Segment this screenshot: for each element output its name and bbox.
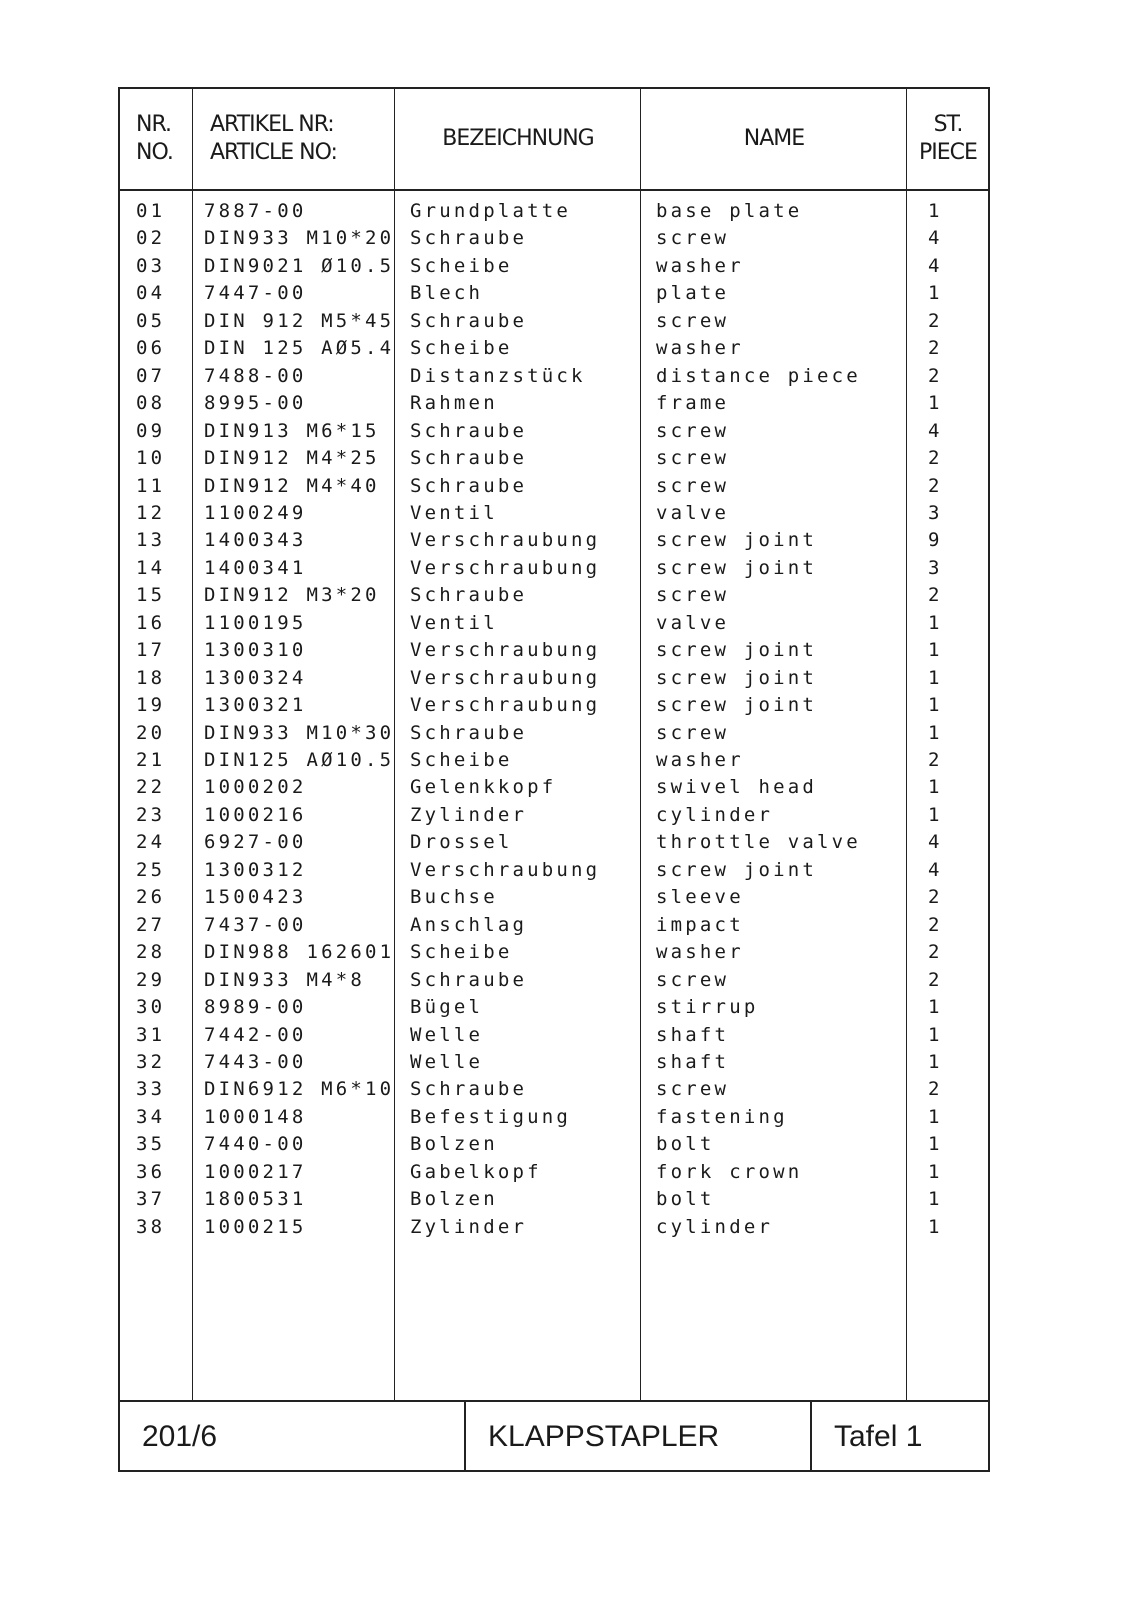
row-number: 06 xyxy=(136,337,166,360)
piece-count: 1 xyxy=(928,776,943,799)
german-designation: Blech xyxy=(410,282,484,305)
row-number: 17 xyxy=(136,639,166,662)
article-number: 1000217 xyxy=(204,1160,307,1183)
row-number: 19 xyxy=(136,694,166,717)
row-number: 38 xyxy=(136,1215,166,1238)
english-name: swivel head xyxy=(656,776,818,799)
english-name: screw xyxy=(656,721,730,744)
article-number: 7488-00 xyxy=(204,364,307,387)
row-number: 24 xyxy=(136,831,166,854)
piece-count: 4 xyxy=(928,831,943,854)
article-number: 7443-00 xyxy=(204,1050,307,1073)
german-designation: Verschraubung xyxy=(410,694,601,717)
english-name: shaft xyxy=(656,1023,730,1046)
english-name: stirrup xyxy=(656,996,759,1019)
header-nr xyxy=(136,89,192,189)
table-row xyxy=(120,773,988,801)
piece-count: 2 xyxy=(928,337,943,360)
table-row xyxy=(120,1213,988,1241)
piece-count: 2 xyxy=(928,309,943,332)
header-nr-label: NR. xyxy=(136,112,171,137)
piece-count: 2 xyxy=(928,584,943,607)
article-number: 1000202 xyxy=(204,776,307,799)
article-number: DIN933 M10*30 xyxy=(204,721,395,744)
english-name: valve xyxy=(656,501,730,524)
english-name: valve xyxy=(656,611,730,634)
article-number: DIN912 M4*25 xyxy=(204,447,380,470)
english-name: screw joint xyxy=(656,529,818,552)
article-number: 1300324 xyxy=(204,666,307,689)
piece-count: 1 xyxy=(928,996,943,1019)
german-designation: Schraube xyxy=(410,309,528,332)
header-bezeichnung-label: BEZEICHNUNG xyxy=(442,126,594,151)
row-number: 16 xyxy=(136,611,166,634)
article-number: 1000215 xyxy=(204,1215,307,1238)
table-row xyxy=(120,581,988,609)
article-number: 1000216 xyxy=(204,803,307,826)
table-row xyxy=(120,417,988,445)
piece-count: 2 xyxy=(928,913,943,936)
english-name: screw xyxy=(656,309,730,332)
german-designation: Zylinder xyxy=(410,803,528,826)
table-row xyxy=(120,334,988,362)
german-designation: Distanzstück xyxy=(410,364,586,387)
german-designation: Anschlag xyxy=(410,913,528,936)
english-name: screw joint xyxy=(656,639,818,662)
table-row xyxy=(120,1103,988,1131)
piece-count: 1 xyxy=(928,282,943,305)
header-article-en-label: ARTICLE NO: xyxy=(210,140,337,165)
table-row xyxy=(120,1075,988,1103)
table-row xyxy=(120,938,988,966)
row-number: 23 xyxy=(136,803,166,826)
header-st xyxy=(908,89,988,189)
piece-count: 2 xyxy=(928,886,943,909)
german-designation: Drossel xyxy=(410,831,513,854)
piece-count: 1 xyxy=(928,666,943,689)
german-designation: Bolzen xyxy=(410,1133,498,1156)
table-row xyxy=(120,636,988,664)
piece-count: 2 xyxy=(928,968,943,991)
piece-count: 1 xyxy=(928,1050,943,1073)
row-number: 02 xyxy=(136,227,166,250)
piece-count: 1 xyxy=(928,639,943,662)
row-number: 15 xyxy=(136,584,166,607)
row-number: 18 xyxy=(136,666,166,689)
german-designation: Schraube xyxy=(410,968,528,991)
row-number: 12 xyxy=(136,501,166,524)
english-name: cylinder xyxy=(656,1215,774,1238)
parts-list-sheet xyxy=(118,87,990,1472)
row-number: 36 xyxy=(136,1160,166,1183)
row-number: 09 xyxy=(136,419,166,442)
table-row xyxy=(120,279,988,307)
row-number: 34 xyxy=(136,1105,166,1128)
row-number: 25 xyxy=(136,858,166,881)
english-name: washer xyxy=(656,254,744,277)
english-name: screw joint xyxy=(656,666,818,689)
piece-count: 2 xyxy=(928,364,943,387)
english-name: fastening xyxy=(656,1105,788,1128)
german-designation: Verschraubung xyxy=(410,666,601,689)
table-row xyxy=(120,1130,988,1158)
piece-count: 4 xyxy=(928,858,943,881)
table-row xyxy=(120,389,988,417)
table-row xyxy=(120,993,988,1021)
article-number: 8989-00 xyxy=(204,996,307,1019)
row-number: 01 xyxy=(136,200,166,222)
row-number: 11 xyxy=(136,474,166,497)
piece-count: 1 xyxy=(928,392,943,415)
row-number: 04 xyxy=(136,282,166,305)
drawing-number: 201/6 xyxy=(142,1420,218,1453)
piece-count: 3 xyxy=(928,556,943,579)
article-number: DIN912 M3*20 xyxy=(204,584,380,607)
english-name: impact xyxy=(656,913,744,936)
piece-count: 1 xyxy=(928,1215,943,1238)
row-number: 29 xyxy=(136,968,166,991)
german-designation: Buchse xyxy=(410,886,498,909)
english-name: screw joint xyxy=(656,694,818,717)
german-designation: Verschraubung xyxy=(410,639,601,662)
row-number: 28 xyxy=(136,941,166,964)
english-name: screw xyxy=(656,1078,730,1101)
row-number: 31 xyxy=(136,1023,166,1046)
english-name: bolt xyxy=(656,1188,715,1211)
english-name: bolt xyxy=(656,1133,715,1156)
table-row xyxy=(120,526,988,554)
english-name: washer xyxy=(656,941,744,964)
german-designation: Ventil xyxy=(410,611,498,634)
piece-count: 1 xyxy=(928,721,943,744)
piece-count: 2 xyxy=(928,941,943,964)
article-number: DIN913 M6*15 xyxy=(204,419,380,442)
piece-count: 2 xyxy=(928,1078,943,1101)
english-name: screw xyxy=(656,968,730,991)
table-row xyxy=(120,856,988,884)
table-row xyxy=(120,1048,988,1076)
row-number: 20 xyxy=(136,721,166,744)
german-designation: Bügel xyxy=(410,996,484,1019)
table-row xyxy=(120,499,988,527)
german-designation: Verschraubung xyxy=(410,556,601,579)
piece-count: 1 xyxy=(928,200,943,222)
drawing-title: KLAPPSTAPLER xyxy=(488,1420,720,1453)
table-row xyxy=(120,444,988,472)
piece-count: 1 xyxy=(928,1105,943,1128)
german-designation: Welle xyxy=(410,1023,484,1046)
piece-count: 1 xyxy=(928,611,943,634)
english-name: screw joint xyxy=(656,556,818,579)
table-row xyxy=(120,719,988,747)
german-designation: Schraube xyxy=(410,474,528,497)
article-number: DIN 912 M5*45 xyxy=(204,309,395,332)
row-number: 33 xyxy=(136,1078,166,1101)
article-number: 7442-00 xyxy=(204,1023,307,1046)
german-designation: Scheibe xyxy=(410,337,513,360)
article-number: 1300310 xyxy=(204,639,307,662)
piece-count: 4 xyxy=(928,254,943,277)
table-row xyxy=(120,1185,988,1213)
article-number: 7437-00 xyxy=(204,913,307,936)
piece-count: 1 xyxy=(928,1160,943,1183)
piece-count: 1 xyxy=(928,803,943,826)
article-number: 6927-00 xyxy=(204,831,307,854)
row-number: 14 xyxy=(136,556,166,579)
article-number: DIN6912 M6*10 xyxy=(204,1078,395,1101)
article-number: 1100249 xyxy=(204,501,307,524)
table-row xyxy=(120,307,988,335)
table-row xyxy=(120,883,988,911)
header-article xyxy=(210,89,390,189)
german-designation: Gelenkkopf xyxy=(410,776,557,799)
footer-column-divider xyxy=(810,1400,812,1470)
row-number: 26 xyxy=(136,886,166,909)
english-name: shaft xyxy=(656,1050,730,1073)
english-name: plate xyxy=(656,282,730,305)
row-number: 37 xyxy=(136,1188,166,1211)
table-row xyxy=(120,691,988,719)
table-row xyxy=(120,362,988,390)
english-name: distance piece xyxy=(656,364,861,387)
piece-count: 4 xyxy=(928,227,943,250)
article-number: 7440-00 xyxy=(204,1133,307,1156)
row-number: 21 xyxy=(136,749,166,771)
row-number: 05 xyxy=(136,309,166,332)
english-name: screw xyxy=(656,474,730,497)
table-row xyxy=(120,828,988,856)
row-number: 07 xyxy=(136,364,166,387)
piece-count: 2 xyxy=(928,447,943,470)
row-number: 10 xyxy=(136,447,166,470)
article-number: 1000148 xyxy=(204,1105,307,1128)
english-name: frame xyxy=(656,392,730,415)
article-number: 1400341 xyxy=(204,556,307,579)
german-designation: Grundplatte xyxy=(410,200,572,222)
german-designation: Bolzen xyxy=(410,1188,498,1211)
german-designation: Schraube xyxy=(410,1078,528,1101)
header-bezeichnung xyxy=(396,89,640,189)
piece-count: 1 xyxy=(928,1023,943,1046)
row-number: 13 xyxy=(136,529,166,552)
german-designation: Scheibe xyxy=(410,254,513,277)
table-row xyxy=(120,197,988,225)
table-row xyxy=(120,664,988,692)
german-designation: Verschraubung xyxy=(410,529,601,552)
row-number: 27 xyxy=(136,913,166,936)
piece-count: 1 xyxy=(928,694,943,717)
english-name: screw xyxy=(656,419,730,442)
english-name: screw xyxy=(656,227,730,250)
table-row xyxy=(120,1158,988,1186)
german-designation: Befestigung xyxy=(410,1105,572,1128)
english-name: washer xyxy=(656,337,744,360)
article-number: 1500423 xyxy=(204,886,307,909)
german-designation: Zylinder xyxy=(410,1215,528,1238)
table-row xyxy=(120,911,988,939)
english-name: sleeve xyxy=(656,886,744,909)
piece-count: 4 xyxy=(928,419,943,442)
article-number: DIN988 162601 xyxy=(204,941,395,964)
english-name: screw xyxy=(656,584,730,607)
english-name: throttle valve xyxy=(656,831,861,854)
table-row xyxy=(120,1021,988,1049)
row-number: 08 xyxy=(136,392,166,415)
header-name xyxy=(642,89,906,189)
english-name: fork crown xyxy=(656,1160,803,1183)
table-row xyxy=(120,252,988,280)
row-number: 22 xyxy=(136,776,166,799)
english-name: cylinder xyxy=(656,803,774,826)
german-designation: Verschraubung xyxy=(410,858,601,881)
table-row xyxy=(120,472,988,500)
german-designation: Scheibe xyxy=(410,749,513,771)
article-number: DIN9021 Ø10.5 xyxy=(204,254,395,277)
article-number: DIN912 M4*40 xyxy=(204,474,380,497)
header-name-label: NAME xyxy=(743,126,805,151)
article-number: DIN 125 AØ5.4 xyxy=(204,337,395,360)
piece-count: 2 xyxy=(928,474,943,497)
article-number: 1400343 xyxy=(204,529,307,552)
table-row xyxy=(120,224,988,252)
header-divider xyxy=(120,189,988,191)
article-number: 8995-00 xyxy=(204,392,307,415)
row-number: 03 xyxy=(136,254,166,277)
german-designation: Welle xyxy=(410,1050,484,1073)
table-row xyxy=(120,746,988,774)
header-piece-label: PIECE xyxy=(919,140,977,165)
header-article-de-label: ARTIKEL NR: xyxy=(210,112,334,137)
german-designation: Schraube xyxy=(410,721,528,744)
article-number: 1300312 xyxy=(204,858,307,881)
german-designation: Schraube xyxy=(410,447,528,470)
row-number: 32 xyxy=(136,1050,166,1073)
piece-count: 9 xyxy=(928,529,943,552)
article-number: DIN933 M10*20 xyxy=(204,227,395,250)
article-number: 7447-00 xyxy=(204,282,307,305)
german-designation: Gabelkopf xyxy=(410,1160,542,1183)
header-no-label: NO. xyxy=(136,140,173,165)
english-name: screw joint xyxy=(656,858,818,881)
row-number: 30 xyxy=(136,996,166,1019)
article-number: DIN933 M4*8 xyxy=(204,968,366,991)
header-st-label: ST. xyxy=(933,112,963,137)
article-number: 1300321 xyxy=(204,694,307,717)
german-designation: Schraube xyxy=(410,419,528,442)
german-designation: Rahmen xyxy=(410,392,498,415)
table-row xyxy=(120,609,988,637)
row-number: 35 xyxy=(136,1133,166,1156)
german-designation: Scheibe xyxy=(410,941,513,964)
piece-count: 1 xyxy=(928,1188,943,1211)
article-number: 1100195 xyxy=(204,611,307,634)
german-designation: Ventil xyxy=(410,501,498,524)
article-number: 1800531 xyxy=(204,1188,307,1211)
article-number: DIN125 AØ10.5 xyxy=(204,749,395,771)
table-row xyxy=(120,801,988,829)
table-row xyxy=(120,554,988,582)
piece-count: 2 xyxy=(928,749,943,771)
german-designation: Schraube xyxy=(410,227,528,250)
english-name: washer xyxy=(656,749,744,771)
piece-count: 3 xyxy=(928,501,943,524)
sheet-label: Tafel 1 xyxy=(834,1420,923,1453)
article-number: 7887-00 xyxy=(204,200,307,222)
table-row xyxy=(120,966,988,994)
english-name: screw xyxy=(656,447,730,470)
german-designation: Schraube xyxy=(410,584,528,607)
footer-column-divider xyxy=(464,1400,466,1470)
piece-count: 1 xyxy=(928,1133,943,1156)
english-name: base plate xyxy=(656,200,803,222)
